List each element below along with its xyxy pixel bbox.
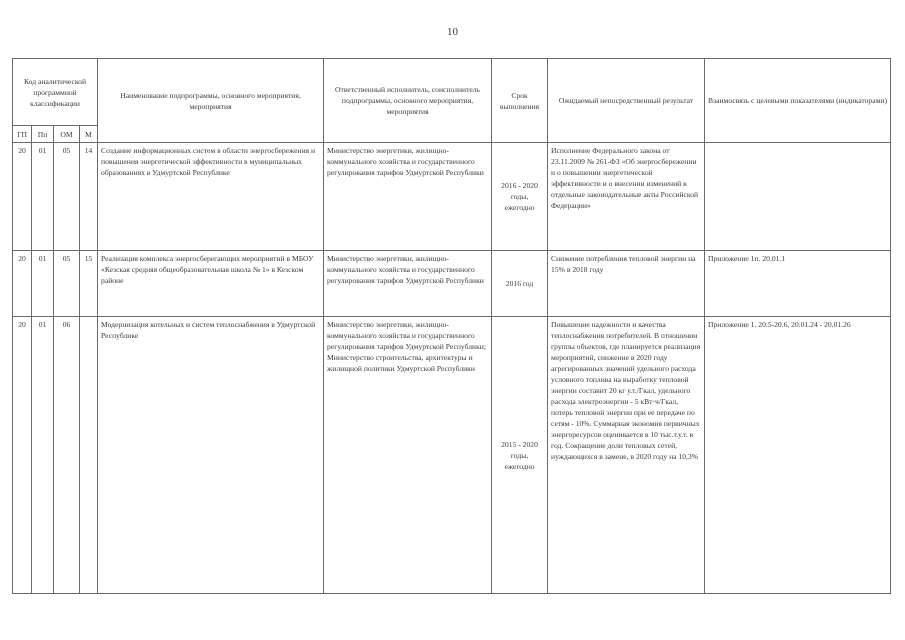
cell-name: Создание информационных систем в области энергосбережения и повышения энергетической эффективности в муниципальных образованиях в Удмуртской Республике <box>98 143 324 251</box>
cell-pp: 01 <box>32 143 54 251</box>
cell-gp: 20 <box>13 143 32 251</box>
cell-term: 2016 год <box>492 251 548 317</box>
cell-term: 2016 - 2020 годы, ежегодно <box>492 143 548 251</box>
header-code-om: ОМ <box>54 126 80 143</box>
cell-m: 15 <box>80 251 98 317</box>
cell-executor: Министерство энергетики, жилищно-коммунального хозяйства и государственного регулирования тарифов Удмуртской Республики <box>324 251 492 317</box>
cell-pp: 01 <box>32 251 54 317</box>
program-table <box>12 58 891 594</box>
header-code-pp: Пп <box>32 126 54 143</box>
cell-m <box>80 317 98 594</box>
page-number: 10 <box>447 26 458 38</box>
cell-om: 05 <box>54 251 80 317</box>
header-term: Срок выполнения <box>492 59 548 143</box>
cell-m: 14 <box>80 143 98 251</box>
cell-gp: 20 <box>13 317 32 594</box>
cell-executor: Министерство энергетики, жилищно-коммунального хозяйства и государственного регулирования тарифов Удмуртской Республики; Министерство строительства, архитектуры и жилищной политики Удмуртской Республики <box>324 317 492 594</box>
header-result: Ожидаемый непосредственный результат <box>548 59 705 143</box>
header-code-m: М <box>80 126 98 143</box>
cell-relation: Приложение 1п. 20.01.1 <box>705 251 891 317</box>
header-code-group: Код аналитической программной классификации <box>13 59 98 126</box>
header-relation: Взаимосвязь с целевыми показателями (индикаторами) <box>705 59 891 143</box>
cell-name: Модернизация котельных и систем теплоснабжения в Удмуртской Республике <box>98 317 324 594</box>
cell-om: 06 <box>54 317 80 594</box>
cell-result: Исполнение Федерального закона от 23.11.2009 № 261-ФЗ «Об энергосбережении и о повышении энергетической эффективности и о внесении изменений в отдельные законодательные акты Российской Федерации» <box>548 143 705 251</box>
cell-relation <box>705 143 891 251</box>
cell-relation: Приложение 1. 20.5-20.6, 20.01.24 - 20.01.26 <box>705 317 891 594</box>
cell-om: 05 <box>54 143 80 251</box>
cell-result: Снижение потребления тепловой энергии на 15% в 2018 году <box>548 251 705 317</box>
table-row <box>13 251 891 317</box>
header-row <box>13 59 891 126</box>
header-name: Наименование подпрограммы, основного мероприятия, мероприятия <box>98 59 324 143</box>
cell-result: Повышение надежности и качества теплоснабжения потребителей. В отношении группы объектов, где планируется реализация мероприятий, снижение в 2020 году агрегированных значений удельного расхода условного топлива на выработку тепловой энергии составит 20 кг у.т./Гкал, удельного расхода электроэнергии - 5 кВт·ч/Гкал, потерь тепловой энергии при ее передаче по сетям - 10%. Суммарная экономия первичных энергоресурсов оценивается в 10 тыс.т.у.т. в год. Сокращение доли тепловых сетей, нуждающихся в замене, в 2020 году на 10,3% <box>548 317 705 594</box>
cell-pp: 01 <box>32 317 54 594</box>
cell-gp: 20 <box>13 251 32 317</box>
header-code-gp: ГП <box>13 126 32 143</box>
table-row <box>13 143 891 251</box>
cell-term: 2015 - 2020 годы, ежегодно <box>492 317 548 594</box>
cell-name: Реализация комплекса энергосберегающих мероприятий в МБОУ «Кезская средняя общеобразовательная школа № 1» в Кезском районе <box>98 251 324 317</box>
cell-executor: Министерство энергетики, жилищно-коммунального хозяйства и государственного регулирования тарифов Удмуртской Республики <box>324 143 492 251</box>
header-executor: Ответственный исполнитель, соисполнитель подпрограммы, основного мероприятия, мероприятия <box>324 59 492 143</box>
table-row <box>13 317 891 594</box>
